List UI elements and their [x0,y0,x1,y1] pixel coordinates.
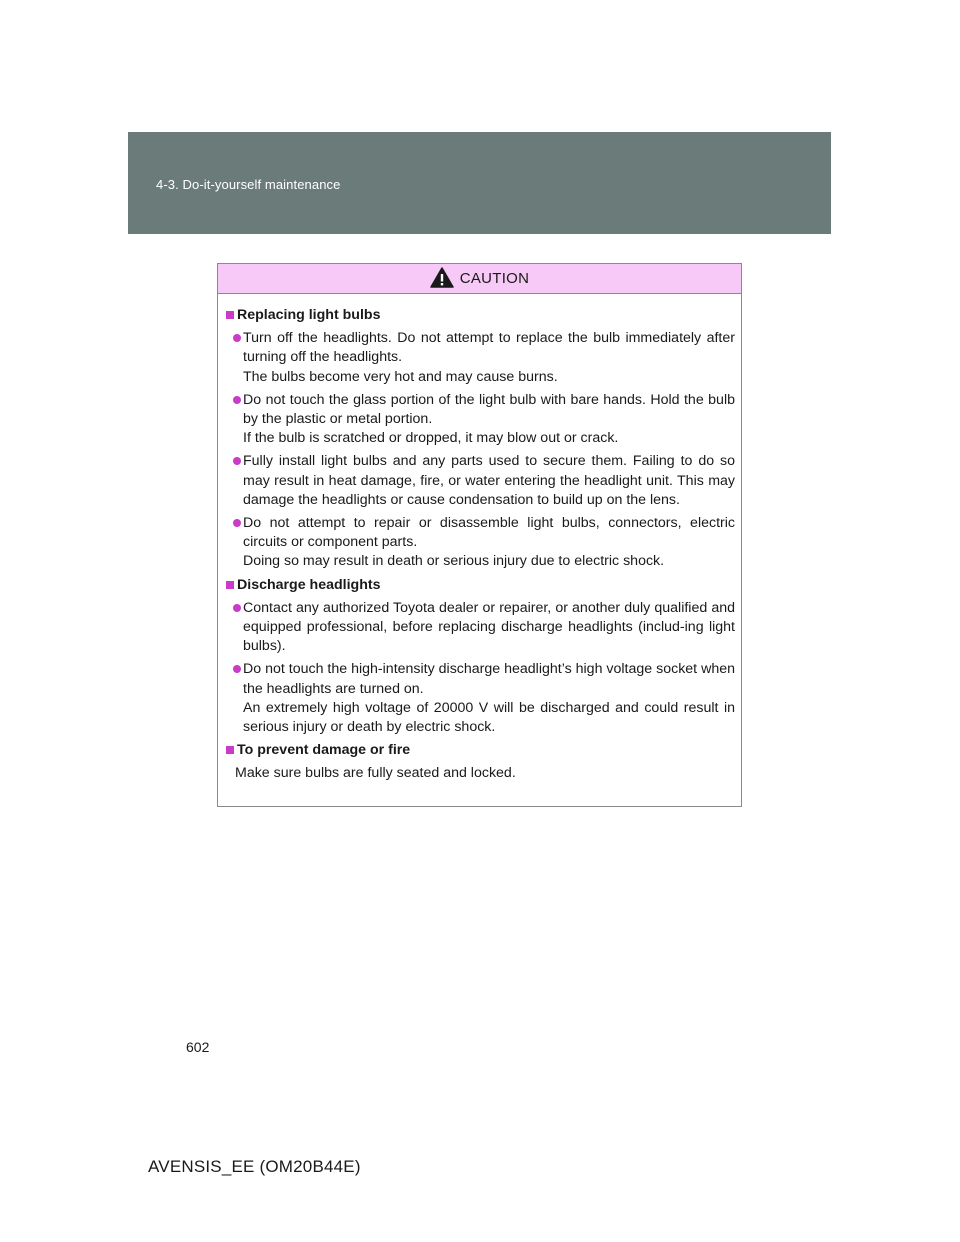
bullet-text: Do not attempt to repair or disassemble light bulbs, connectors, electric circuits or component parts. [243,515,735,551]
bullet-item [226,660,735,737]
header-band [128,132,831,234]
bullet-text: Do not touch the high-intensity discharge headlight’s high voltage socket when the headlights are turned on. [243,661,735,697]
section-text: Make sure bulbs are fully seated and locked. [235,765,516,782]
caution-body [218,294,741,784]
bullet-text: Doing so may result in death or serious injury due to electric shock. [243,553,665,570]
page-number: 602 [186,1039,210,1055]
caution-header [218,264,741,294]
bullet-text: If the bulb is scratched or dropped, it may blow out or crack. [243,430,619,447]
bullet-text: Fully install light bulbs and any parts used to secure them. Failing to do so may result in heat damage, fire, or water entering the headlight unit. This may damage the headlights or cause condensation to build up on the lens. [243,453,735,508]
bullet-text: The bulbs become very hot and may cause burns. [243,368,558,385]
section-heading: To prevent damage or fire [226,741,735,760]
bullet-item [226,452,735,510]
caution-box [217,263,742,807]
bullet-text: Contact any authorized Toyota dealer or repairer, or another duly qualified and equipped professional, before replacing discharge headlights (includ-ing light bulbs). [243,599,735,655]
bullet-text: Do not touch the glass portion of the light bulb with bare hands. Hold the bulb by the plastic or metal portion. [243,391,735,428]
warning-triangle-icon [430,267,454,288]
bullet-text: Turn off the headlights. Do not attempt to replace the bulb immediately after turning off the headlights. [243,330,735,366]
section-text-block [226,764,735,783]
section-heading: Discharge headlights [226,576,735,595]
bullet-text: An extremely high voltage of 20000 V will be discharged and could result in serious injury or death by electric shock. [243,699,735,736]
document-code: AVENSIS_EE (OM20B44E) [148,1157,361,1176]
bullet-item [226,329,735,387]
section-title: 4-3. Do-it-yourself maintenance [156,177,341,192]
bullet-item [226,391,735,449]
bullet-item [226,599,735,657]
section-heading: Replacing light bulbs [226,306,735,325]
caution-title: CAUTION [459,270,530,287]
bullet-item [226,514,735,572]
